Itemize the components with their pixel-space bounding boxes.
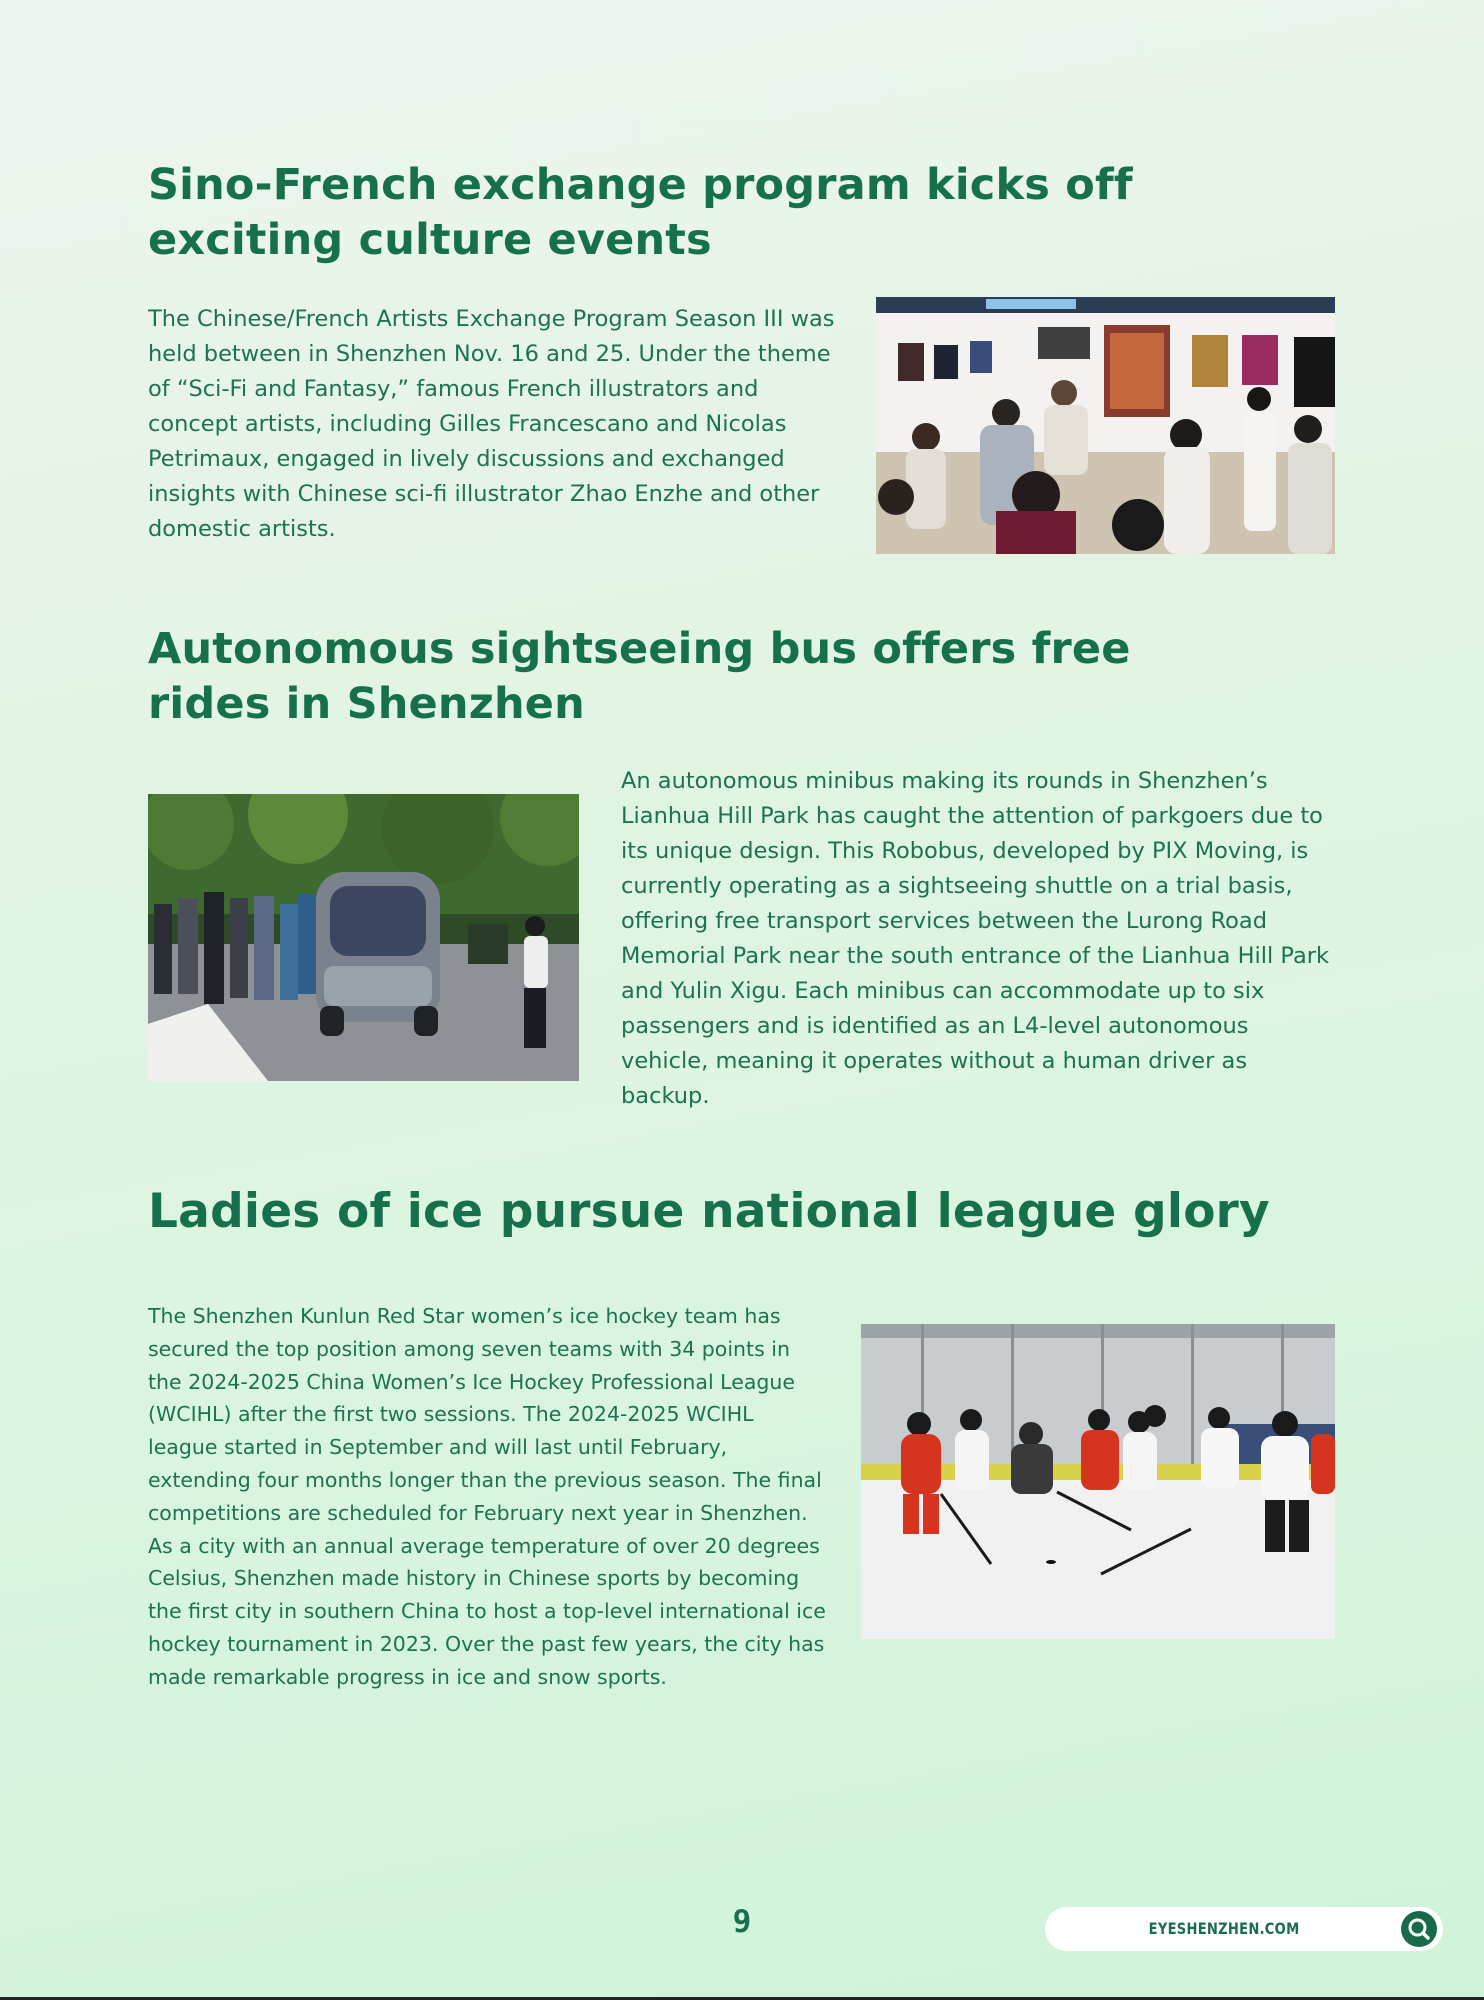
article-3-headline: Ladies of ice pursue national league glory	[148, 1184, 1270, 1239]
search-button[interactable]	[1401, 1911, 1437, 1947]
page-number: 9	[732, 1904, 752, 1940]
autonomous-bus-photo	[148, 794, 579, 1081]
article-1-headline: Sino-French exchange program kicks off exciting culture events	[148, 160, 1133, 265]
article-3-body: The Shenzhen Kunlun Red Star women’s ice hockey team has secured the top position among seven teams with 34 points in the 2024-2025 China Women’s Ice Hockey Professional League (WCIHL) after the first two sessions. The 2024-2025 WCIHL league started in September and will last until February, extending four months longer than the previous season. The final competitions are scheduled for February next year in Shenzhen. As a city with an annual average temperature of over 20 degrees Celsius, Shenzhen made history in Chinese sports by becoming the first city in southern China to host a top-level international ice hockey tournament in 2023. Over the past few years, the city has made remarkable progress in ice and snow sports.	[148, 1304, 826, 1689]
article-2-headline: Autonomous sightseeing bus offers free rides in Shenzhen	[148, 624, 1131, 729]
article-2-body: An autonomous minibus making its rounds in Shenzhen’s Lianhua Hill Park has caught the attention of parkgoers due to its unique design. This Robobus, developed by PIX Moving, is currently operating as a sightseeing shuttle on a trial basis, offering free transport services between the Lurong Road Memorial Park near the south entrance of the Lianhua Hill Park and Yulin Xigu. Each minibus can accommodate up to six passengers and is identified as an L4-level autonomous vehicle, meaning it operates without a human driver as backup.	[621, 768, 1330, 1109]
search-icon[interactable]	[1401, 1911, 1437, 1947]
website-url[interactable]: EYESHENZHEN.COM	[1148, 1919, 1300, 1938]
ice-hockey-photo	[861, 1324, 1335, 1639]
website-search-bar[interactable]	[1045, 1907, 1443, 1951]
article-1-body: The Chinese/French Artists Exchange Program Season III was held between in Shenzhen Nov. 16 and 25. Under the theme of “Sci-Fi and Fantasy,” famous French illustrators and concept artists, including Gilles Francescano and Nicolas Petrimaux, engaged in lively discussions and exchanged insights with Chinese sci-fi illustrator Zhao Enzhe and other domestic artists.	[148, 306, 835, 542]
exhibition-photo	[876, 297, 1335, 554]
